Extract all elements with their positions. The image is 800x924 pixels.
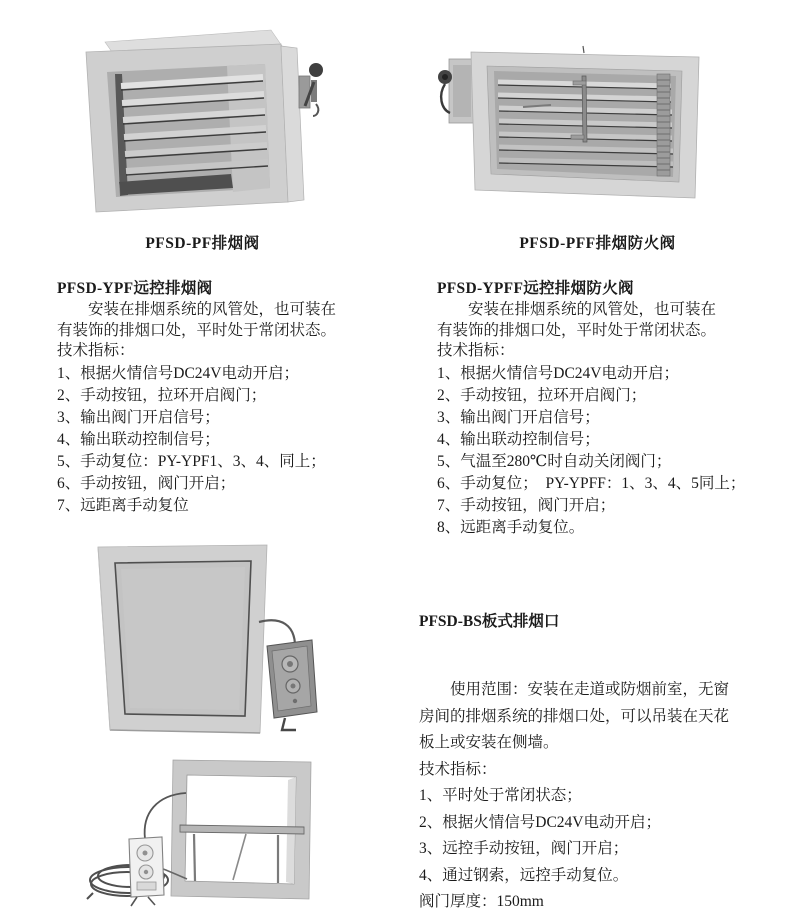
ypff-heading: PFSD-YPFF远控排烟防火阀: [437, 280, 634, 297]
spec-item: 5、手动复位：PY-YPF1、3、4、同上；: [57, 453, 326, 470]
bs-spec-label: 技术指标：: [419, 760, 497, 778]
spec-item: 4、输出联动控制信号；: [437, 431, 600, 448]
spec-item: 5、气温至280℃时自动关闭阀门；: [437, 453, 672, 470]
spec-item: 3、输出阀门开启信号；: [57, 409, 220, 426]
bs-heading: PFSD-BS板式排烟口: [419, 613, 560, 630]
bs-frame-remote-box: [129, 837, 164, 897]
pff-photo-caption: PFSD-PFF排烟防火阀: [519, 235, 676, 252]
ypf-intro-line: 有装饰的排烟口处，平时处于常闭状态。: [57, 322, 337, 339]
bs-frame-illustration: [85, 753, 320, 913]
spec-item: 4、输出联动控制信号；: [57, 431, 220, 448]
bs-frame-photo: [85, 753, 320, 913]
bs-panel-photo: [88, 540, 320, 745]
spec-item: 7、远距离手动复位: [57, 497, 189, 514]
bs-spec-list: [419, 783, 794, 889]
spec-item: 6、手动复位； PY-YPFF：1、3、4、5同上；: [437, 475, 746, 492]
ypf-spec-list: [57, 363, 427, 517]
pff-damper-photo: [433, 45, 703, 205]
spec-item: 1、根据火情信号DC24V电动开启；: [437, 365, 679, 382]
pf-damper-photo: [75, 20, 330, 220]
spec-item: 2、手动按钮，拉环开启阀门；: [57, 387, 267, 404]
bs-usage-line: 板上或安装在侧墙。: [419, 734, 559, 751]
ypff-spec-list: [437, 363, 797, 539]
pf-damper-illustration: [75, 20, 330, 220]
pf-photo-caption: PFSD-PF排烟阀: [145, 235, 260, 252]
ypff-intro-line: 有装饰的排烟口处，平时处于常闭状态。: [437, 322, 717, 339]
spec-item: 2、根据火情信号DC24V电动开启；: [419, 813, 661, 831]
spec-item: 2、手动按钮，拉环开启阀门；: [437, 387, 647, 404]
ypf-section: [57, 279, 427, 517]
bs-remote-box: [267, 640, 317, 718]
ypff-section: [437, 279, 797, 539]
ypff-spec-label: 技术指标：: [437, 342, 515, 359]
bs-thickness-note: 阀门厚度：150mm: [419, 893, 544, 910]
ypf-heading: PFSD-YPF远控排烟阀: [57, 280, 213, 297]
bs-usage-paragraph: [419, 677, 794, 757]
spec-item: 3、远控手动按钮，阀门开启；: [419, 840, 629, 857]
spec-item: 1、平时处于常闭状态；: [419, 787, 582, 804]
spec-item: 3、输出阀门开启信号；: [437, 409, 600, 426]
spec-item: 7、手动按钮，阀门开启；: [437, 497, 616, 514]
bs-section: [419, 612, 794, 916]
spec-item: 8、远距离手动复位。: [437, 519, 585, 536]
ypf-spec-label: 技术指标：: [57, 342, 135, 359]
pf-actuator: [299, 63, 323, 116]
bs-usage-line: 使用范围：安装在走道或防烟前室，无窗: [450, 681, 730, 698]
spec-item: 4、通过钢索，远控手动复位。: [419, 866, 629, 884]
pff-damper-illustration: [433, 45, 703, 205]
bs-panel-illustration: [88, 540, 320, 745]
spec-item: 6、手动按钮，阀门开启；: [57, 475, 236, 492]
spec-item: 1、根据火情信号DC24V电动开启；: [57, 365, 299, 382]
ypf-intro-line: 安装在排烟系统的风管处，也可装在: [88, 301, 337, 318]
bs-usage-line: 房间的排烟系统的排烟口处，可以吊装在天花: [419, 707, 730, 725]
pff-fusible-strip: [657, 74, 670, 176]
pff-actuator: [438, 59, 475, 123]
ypff-intro-line: 安装在排烟系统的风管处，也可装在: [468, 301, 717, 318]
